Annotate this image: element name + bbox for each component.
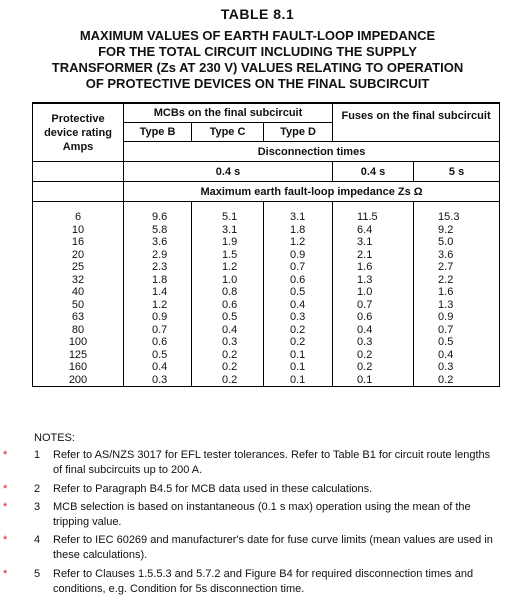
table-row <box>33 336 500 349</box>
rating-cell: 6 <box>33 211 124 224</box>
fuse-0-4s-cell: 0.2 <box>333 361 414 374</box>
fuse-0-4s-cell: 0.1 <box>333 374 414 387</box>
type-c-cell: 0.6 <box>192 299 264 312</box>
type-c-cell: 0.2 <box>192 374 264 387</box>
rating-cell: 50 <box>33 299 124 312</box>
type-b-cell: 5.8 <box>124 224 192 237</box>
fuse-0-4s-cell: 1.6 <box>333 261 414 274</box>
impedance-table <box>32 102 500 387</box>
fuse-0-4s-cell: 6.4 <box>333 224 414 237</box>
fuse-time-header-0-4: 0.4 s <box>333 162 414 182</box>
type-d-cell: 1.2 <box>264 236 333 249</box>
table-row <box>33 286 500 299</box>
type-d-cell: 1.8 <box>264 224 333 237</box>
type-c-cell: 3.1 <box>192 224 264 237</box>
type-d-cell: 0.4 <box>264 299 333 312</box>
fuse-0-4s-cell: 0.2 <box>333 349 414 362</box>
fuse-5s-cell: 0.7 <box>414 324 500 337</box>
table-row <box>33 361 500 374</box>
fuse-0-4s-cell: 3.1 <box>333 236 414 249</box>
note-asterisk: * <box>3 483 8 495</box>
rating-cell: 25 <box>33 261 124 274</box>
type-b-cell: 0.9 <box>124 311 192 324</box>
rating-cell: 40 <box>33 286 124 299</box>
type-d-cell: 0.2 <box>264 324 333 337</box>
type-b-cell: 1.8 <box>124 274 192 287</box>
title-line-1: MAXIMUM VALUES OF EARTH FAULT-LOOP IMPEDANCE <box>79 28 436 43</box>
note-number: 1 <box>34 449 41 461</box>
type-d-cell: 0.2 <box>264 336 333 349</box>
fuse-5s-cell: 0.3 <box>414 361 500 374</box>
fuse-5s-cell: 2.7 <box>414 261 500 274</box>
rating-cell: 200 <box>33 374 124 387</box>
fuse-0-4s-cell: 1.3 <box>333 274 414 287</box>
fuse-0-4s-cell: 0.3 <box>333 336 414 349</box>
type-b-cell: 3.6 <box>124 236 192 249</box>
type-d-cell: 0.1 <box>264 349 333 362</box>
type-b-cell: 1.4 <box>124 286 192 299</box>
table-row <box>33 349 500 362</box>
rating-cell: 125 <box>33 349 124 362</box>
rating-cell: 63 <box>33 311 124 324</box>
table-number: TABLE 8.1 <box>220 6 295 22</box>
fuse-5s-cell: 3.6 <box>414 249 500 262</box>
type-b-cell: 1.2 <box>124 299 192 312</box>
rating-cell: 10 <box>33 224 124 237</box>
table-row <box>33 299 500 312</box>
type-c-cell: 5.1 <box>192 211 264 224</box>
type-c-cell: 0.4 <box>192 324 264 337</box>
note-text: Refer to AS/NZS 3017 for EFL tester tolerances. Refer to Table B1 for circuit route lengths of final subcircuits up to 200 A. <box>53 449 491 476</box>
type-d-cell: 0.3 <box>264 311 333 324</box>
fuse-0-4s-cell: 0.6 <box>333 311 414 324</box>
type-d-cell: 0.1 <box>264 374 333 387</box>
fuse-0-4s-cell: 0.4 <box>333 324 414 337</box>
fuse-5s-cell: 5.0 <box>414 236 500 249</box>
type-d-cell: 0.1 <box>264 361 333 374</box>
fuse-time-header-5: 5 s <box>414 162 500 182</box>
type-c-cell: 1.9 <box>192 236 264 249</box>
table-row <box>33 274 500 287</box>
fuse-0-4s-cell: 0.7 <box>333 299 414 312</box>
fuse-5s-cell: 1.6 <box>414 286 500 299</box>
type-b-cell: 2.9 <box>124 249 192 262</box>
type-c-cell: 1.0 <box>192 274 264 287</box>
fuse-5s-cell: 0.4 <box>414 349 500 362</box>
type-b-cell: 0.3 <box>124 374 192 387</box>
note-number: 3 <box>34 501 41 513</box>
fuse-5s-cell: 1.3 <box>414 299 500 312</box>
rating-cell: 32 <box>33 274 124 287</box>
table-row <box>33 324 500 337</box>
type-c-cell: 0.5 <box>192 311 264 324</box>
note-text: Refer to Clauses 1.5.5.3 and 5.7.2 and Figure B4 for required disconnection times and conditions, e.g. Condition for 5s disconnection time. <box>53 568 474 595</box>
table-row <box>33 236 500 249</box>
type-b-header: Type B <box>124 123 192 142</box>
type-b-cell: 0.6 <box>124 336 192 349</box>
rating-cell: 160 <box>33 361 124 374</box>
note-number: 5 <box>34 568 41 580</box>
rating-cell: 16 <box>33 236 124 249</box>
impedance-header <box>124 182 500 202</box>
note-text: Refer to IEC 60269 and manufacturer's date for fuse curve limits (mean values are used in these calculations). <box>53 534 493 561</box>
fuse-5s-cell: 0.2 <box>414 374 500 387</box>
type-c-header: Type C <box>192 123 264 142</box>
note-asterisk: * <box>3 534 8 546</box>
fuse-5s-cell: 0.5 <box>414 336 500 349</box>
type-b-cell: 0.5 <box>124 349 192 362</box>
table-row <box>33 311 500 324</box>
type-c-cell: 0.2 <box>192 349 264 362</box>
fuse-0-4s-cell: 11.5 <box>333 211 414 224</box>
title-line-3: TRANSFORMER (Zs AT 230 V) VALUES RELATING TO OPERATION <box>51 60 464 75</box>
fuses-header: Fuses on the final subcircuit <box>333 103 500 142</box>
type-c-cell: 0.2 <box>192 361 264 374</box>
type-b-cell: 0.4 <box>124 361 192 374</box>
note-number: 4 <box>34 534 41 546</box>
fuse-0-4s-cell: 2.1 <box>333 249 414 262</box>
fuse-5s-cell: 15.3 <box>414 211 500 224</box>
note-number: 2 <box>34 483 41 495</box>
type-d-cell: 3.1 <box>264 211 333 224</box>
type-b-cell: 2.3 <box>124 261 192 274</box>
type-b-cell: 9.6 <box>124 211 192 224</box>
fuse-5s-cell: 9.2 <box>414 224 500 237</box>
title-line-2: FOR THE TOTAL CIRCUIT INCLUDING THE SUPPLY <box>98 44 417 59</box>
type-d-cell: 0.9 <box>264 249 333 262</box>
fuse-0-4s-cell: 1.0 <box>333 286 414 299</box>
type-d-header: Type D <box>264 123 333 142</box>
type-c-cell: 1.2 <box>192 261 264 274</box>
type-b-cell: 0.7 <box>124 324 192 337</box>
rating-header-cont-2 <box>33 182 124 202</box>
note-asterisk: * <box>3 449 8 461</box>
protective-device-header: Protective device rating Amps <box>33 103 124 162</box>
type-d-cell: 0.5 <box>264 286 333 299</box>
table-row <box>33 261 500 274</box>
rating-cell: 100 <box>33 336 124 349</box>
fuse-5s-cell: 2.2 <box>414 274 500 287</box>
mcb-header: MCBs on the final subcircuit <box>124 103 333 123</box>
title-line-4: OF PROTECTIVE DEVICES ON THE FINAL SUBCIRCUIT <box>85 76 430 91</box>
note-text: MCB selection is based on instantaneous (0.1 s max) operation using the mean of the tripping value. <box>53 501 471 528</box>
disconnection-times-header: Disconnection times <box>124 142 500 162</box>
rating-cell: 80 <box>33 324 124 337</box>
rating-header-cont <box>33 162 124 182</box>
type-c-cell: 1.5 <box>192 249 264 262</box>
table-row <box>33 374 500 387</box>
note-asterisk: * <box>3 501 8 513</box>
table-row <box>33 249 500 262</box>
fuse-5s-cell: 0.9 <box>414 311 500 324</box>
note-text: Refer to Paragraph B4.5 for MCB data used in these calculations. <box>53 483 373 495</box>
type-d-cell: 0.7 <box>264 261 333 274</box>
note-asterisk: * <box>3 568 8 580</box>
mcb-time-header: 0.4 s <box>124 162 333 182</box>
type-c-cell: 0.8 <box>192 286 264 299</box>
type-c-cell: 0.3 <box>192 336 264 349</box>
type-d-cell: 0.6 <box>264 274 333 287</box>
table-row <box>33 224 500 237</box>
rating-cell: 20 <box>33 249 124 262</box>
impedance-header-text: Maximum earth fault-loop impedance Zs Ω <box>200 185 423 198</box>
notes-title: NOTES: <box>34 432 75 444</box>
table-row <box>33 211 500 224</box>
